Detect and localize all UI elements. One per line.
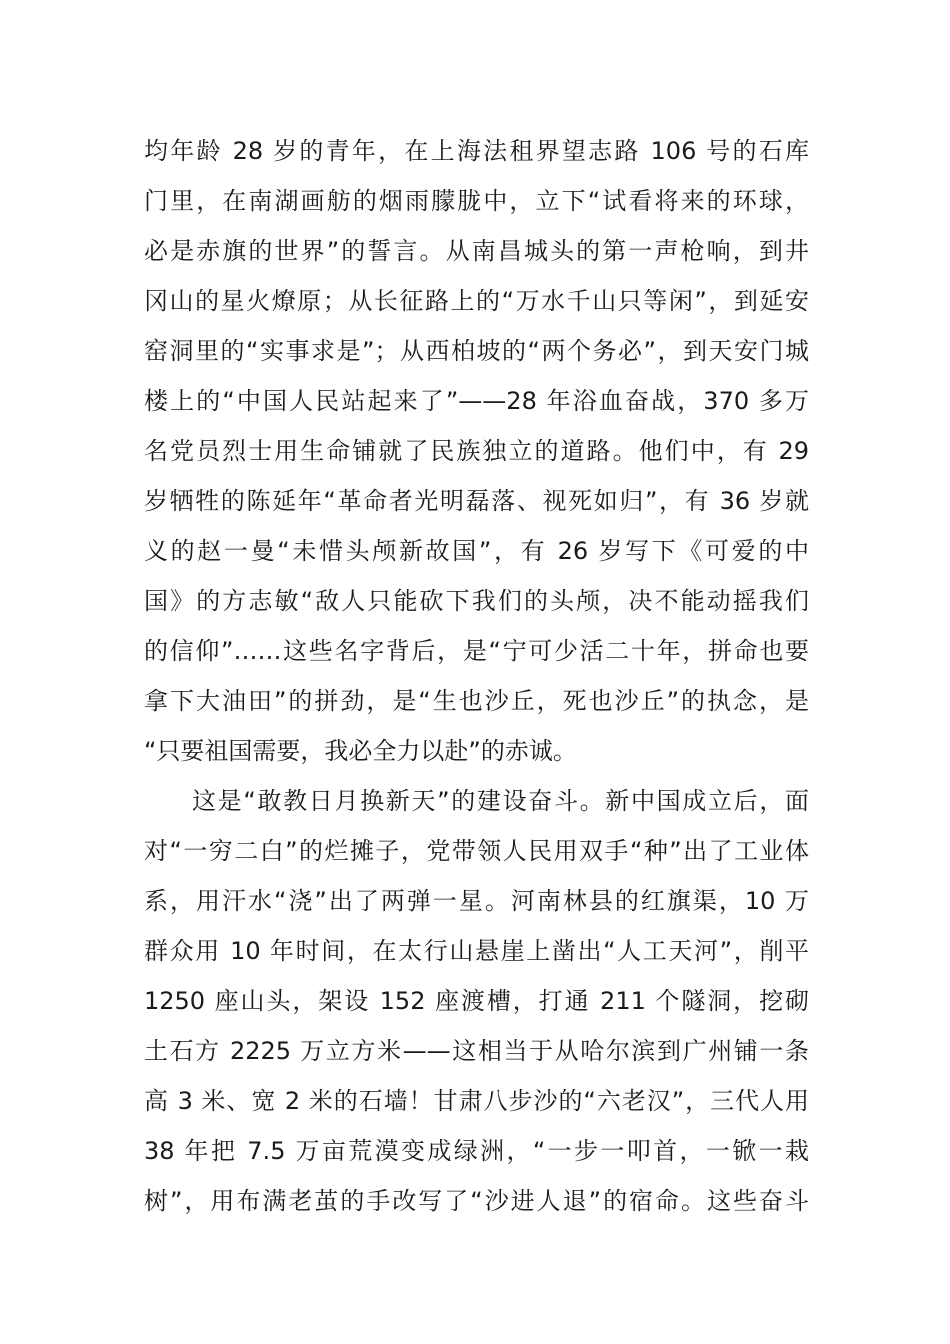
text-line: 群众用 10 年时间，在太行山悬崖上凿出“人工天河”，削平 bbox=[144, 937, 809, 965]
text-line: 系，用汗水“浇”出了两弹一星。河南林县的红旗渠，10 万 bbox=[144, 887, 809, 915]
text-line: “只要祖国需要，我必全力以赴”的赤诚。 bbox=[144, 737, 577, 765]
text-line: 门里，在南湖画舫的烟雨朦胧中，立下“试看将来的环球， bbox=[144, 187, 809, 215]
text-line: 岁牺牲的陈延年“革命者光明磊落、视死如归”，有 36 岁就 bbox=[144, 487, 809, 515]
text-line: 窑洞里的“实事求是”；从西柏坡的“两个务必”，到天安门城 bbox=[144, 337, 809, 365]
text-line: 树”，用布满老茧的手改写了“沙进人退”的宿命。这些奋斗 bbox=[144, 1187, 809, 1215]
text-line: 38 年把 7.5 万亩荒漠变成绿洲，“一步一叩首，一锨一栽 bbox=[144, 1137, 809, 1165]
text-line: 高 3 米、宽 2 米的石墙！甘肃八步沙的“六老汉”，三代人用 bbox=[144, 1087, 809, 1115]
paragraph-2 bbox=[144, 776, 809, 1226]
text-line: 必是赤旗的世界”的誓言。从南昌城头的第一声枪响，到井 bbox=[144, 237, 809, 265]
paragraph-1 bbox=[144, 126, 809, 776]
text-line: 楼上的“中国人民站起来了”——28 年浴血奋战，370 多万 bbox=[144, 387, 809, 415]
text-line: 均年龄 28 岁的青年，在上海法租界望志路 106 号的石库 bbox=[144, 137, 809, 165]
text-line: 对“一穷二白”的烂摊子，党带领人民用双手“种”出了工业体 bbox=[144, 837, 809, 865]
text-line: 义的赵一曼“未惜头颅新故国”，有 26 岁写下《可爱的中 bbox=[144, 537, 809, 565]
document-body bbox=[144, 126, 809, 1226]
text-line: 冈山的星火燎原；从长征路上的“万水千山只等闲”，到延安 bbox=[144, 287, 809, 315]
text-line: 国》的方志敏“敌人只能砍下我们的头颅，决不能动摇我们 bbox=[144, 587, 809, 615]
text-line: 1250 座山头，架设 152 座渡槽，打通 211 个隧洞，挖砌 bbox=[144, 987, 809, 1015]
text-line: 名党员烈士用生命铺就了民族独立的道路。他们中，有 29 bbox=[144, 437, 809, 465]
text-line: 的信仰”……这些名字背后，是“宁可少活二十年，拼命也要 bbox=[144, 637, 809, 665]
text-line: 土石方 2225 万立方米——这相当于从哈尔滨到广州铺一条 bbox=[144, 1037, 809, 1065]
text-line: 拿下大油田”的拼劲，是“生也沙丘，死也沙丘”的执念，是 bbox=[144, 687, 809, 715]
text-line: 这是“敢教日月换新天”的建设奋斗。新中国成立后，面 bbox=[192, 787, 809, 815]
